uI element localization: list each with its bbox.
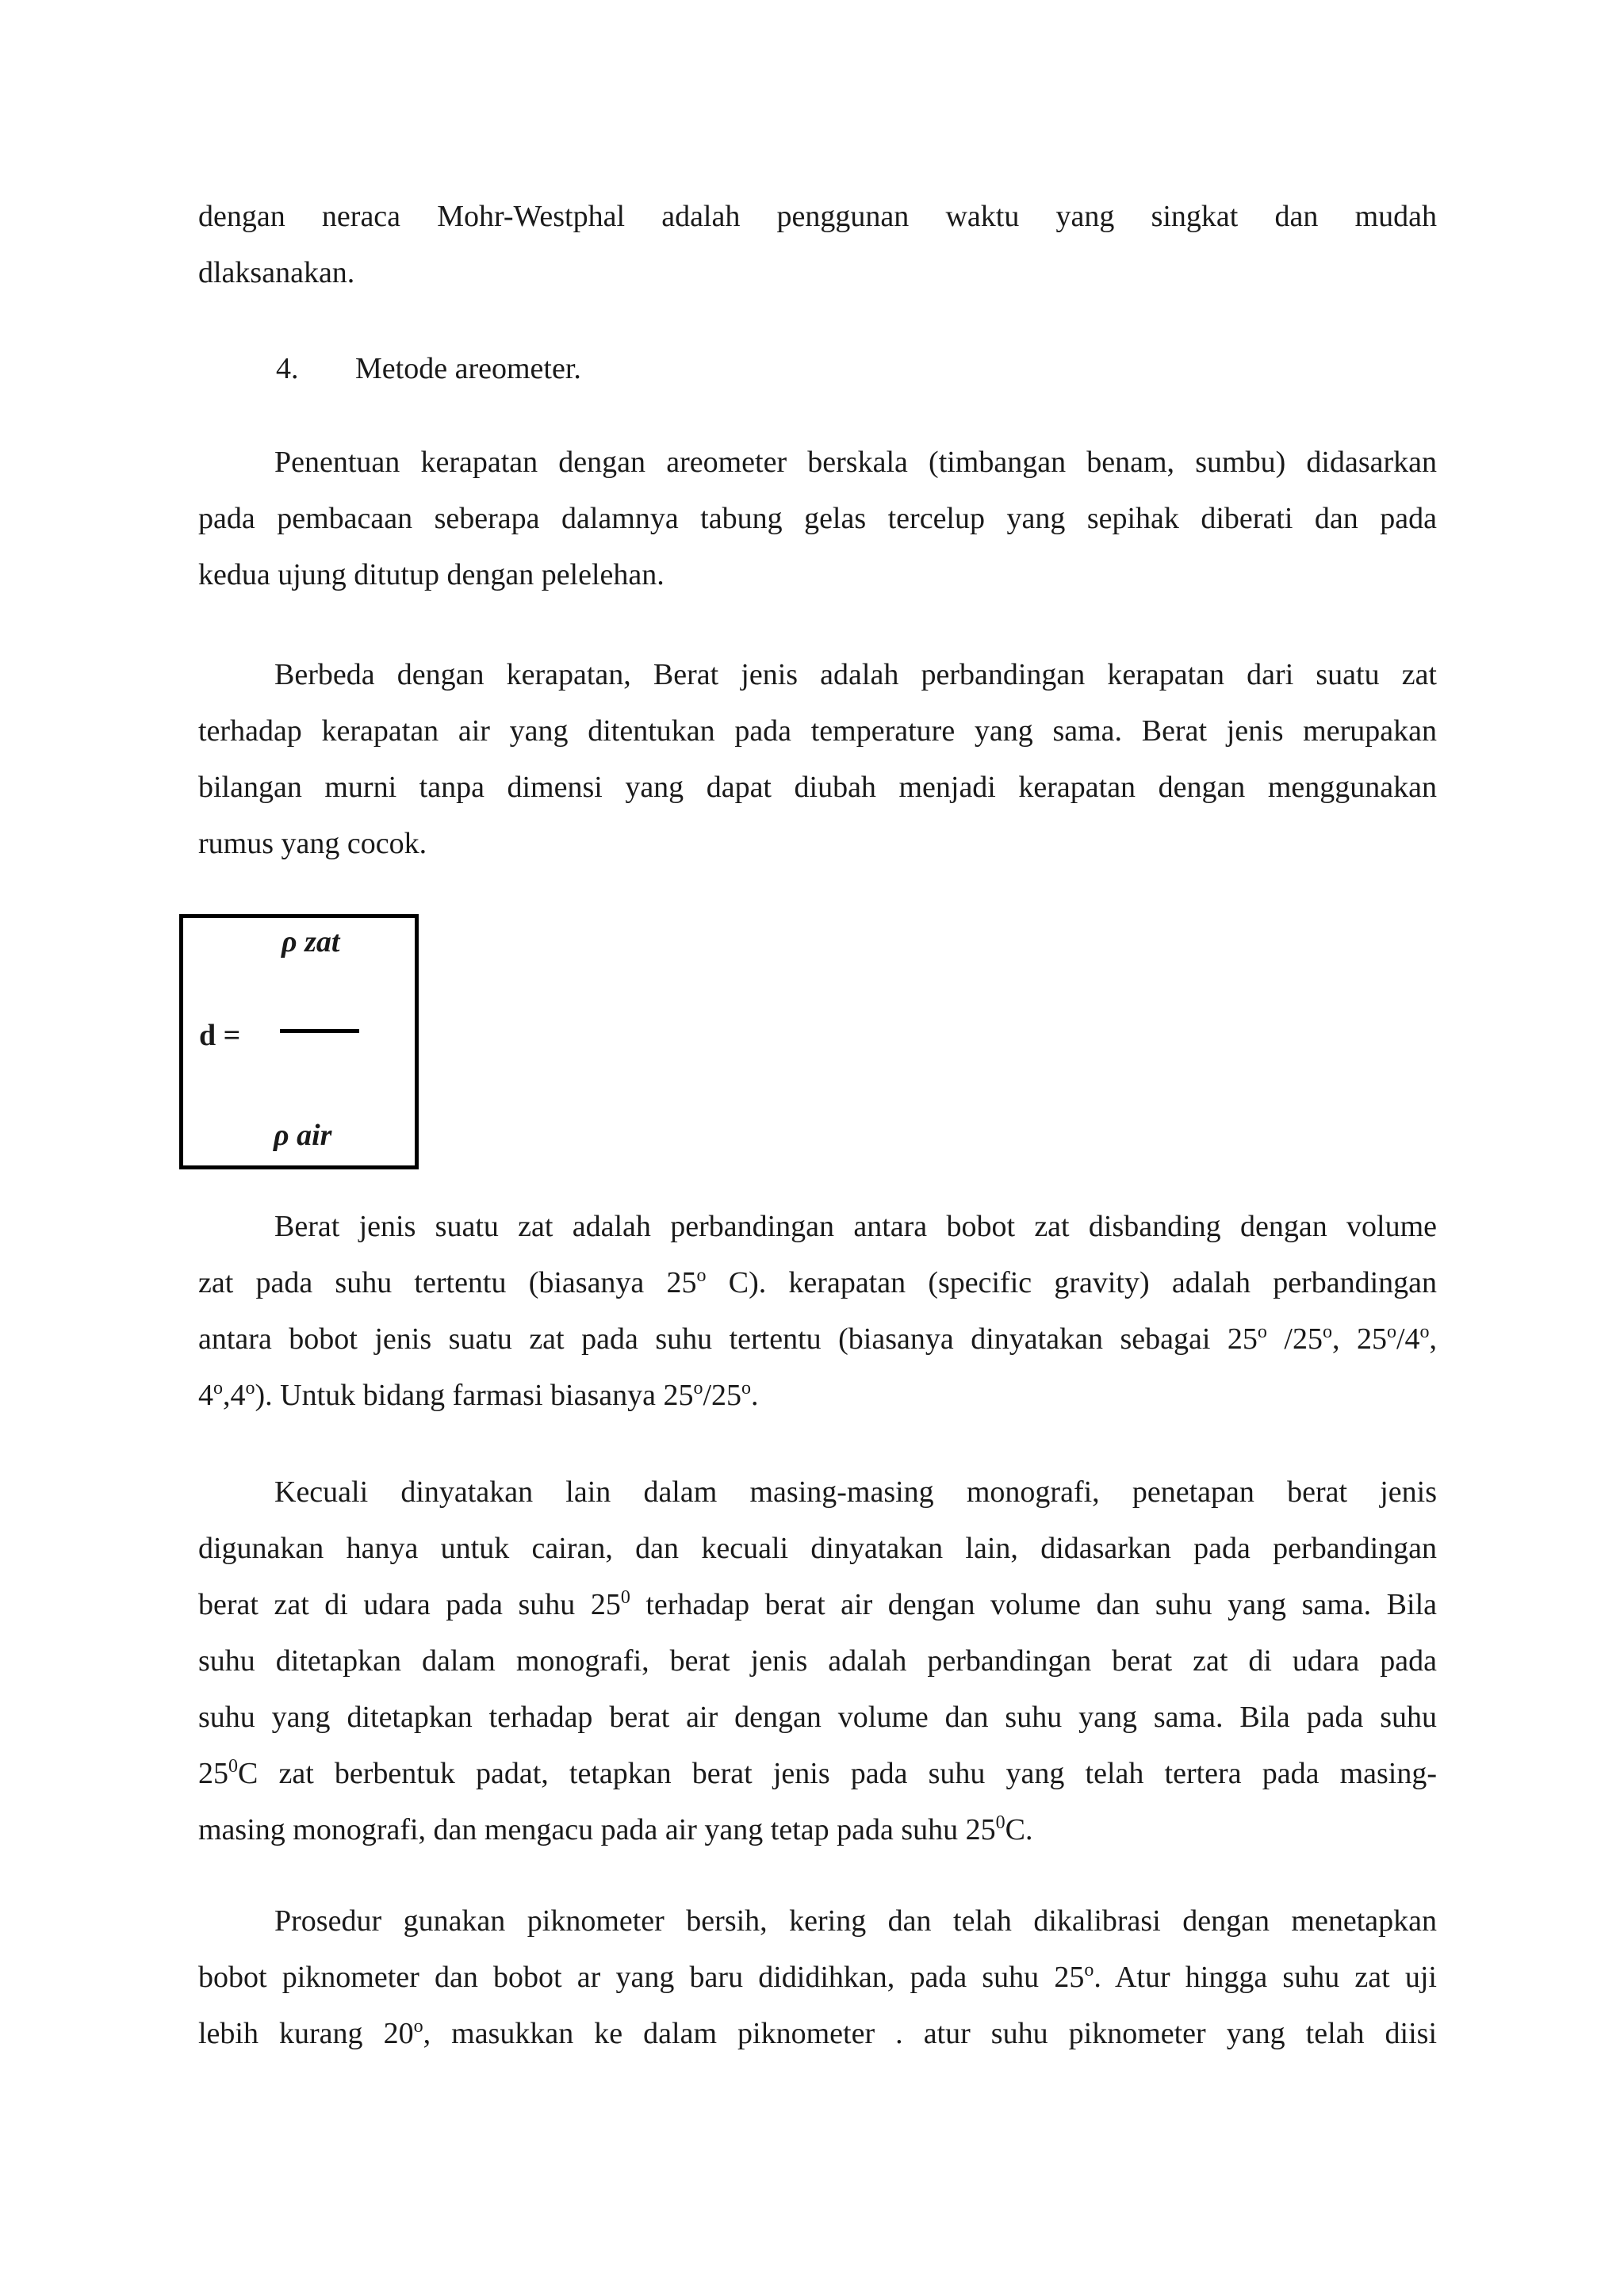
text-line: Berat jenis suatu zat adalah perbandingan antara bobot zat disbanding dengan volume (274, 1210, 1437, 1243)
text-line: 4$^o$,4$^o$). Untuk bidang farmasi biasanya 25$^o$/25$^o$. (198, 1378, 759, 1412)
paragraph-areometer (198, 434, 1437, 603)
text-line: Penentuan kerapatan dengan areometer berskala (timbangan benam, sumbu) didasarkan (274, 446, 1437, 479)
text-line: bobot piknometer dan bobot ar yang baru dididihkan, pada suhu 25$^o$. Atur hingga suhu zat uji (198, 1960, 1437, 1994)
text-line: Prosedur gunakan piknometer bersih, kering dan telah dikalibrasi dengan menetapkan (274, 1904, 1437, 1938)
text-line: bilangan murni tanpa dimensi yang dapat diubah menjadi kerapatan dengan menggunakan (198, 771, 1437, 804)
formula-lhs: d = (199, 1019, 241, 1052)
text-line: rumus yang cocok. (198, 827, 427, 860)
text-line: terhadap kerapatan air yang ditentukan pada temperature yang sama. Berat jenis merupakan (198, 714, 1437, 748)
text-line: suhu ditetapkan dalam monografi, berat jenis adalah perbandingan berat zat di udara pada (198, 1644, 1437, 1678)
list-item-number: 4. (276, 352, 299, 385)
text-line: berat zat di udara pada suhu $25^0$ terhadap berat air dengan volume dan suhu yang sama. Bila (198, 1587, 1437, 1621)
text-line: pada pembacaan seberapa dalamnya tabung gelas tercelup yang sepihak diberati dan pada (198, 502, 1437, 535)
paragraph-prosedur (198, 1893, 1437, 2062)
text-line: zat pada suhu tertentu (biasanya 25$^o$ C). kerapatan (specific gravity) adalah perbandingan (198, 1265, 1438, 1299)
text-line: digunakan hanya untuk cairan, dan kecuali dinyatakan lain, didasarkan pada perbandingan (198, 1532, 1437, 1565)
text-line: Berbeda dengan kerapatan, Berat jenis adalah perbandingan kerapatan dari suatu zat (274, 658, 1437, 691)
formula-numerator: ρ zat (282, 925, 340, 959)
paragraph-berat-jenis (198, 647, 1437, 872)
formula-box (179, 914, 419, 1169)
paragraph-monografi (198, 1464, 1437, 1858)
paragraph-continuation (198, 189, 1437, 301)
text-line: lebih kurang 20$^o$, masukkan ke dalam piknometer . atur suhu piknometer yang telah diisi (198, 2016, 1437, 2050)
text-line: kedua ujung ditutup dengan pelelehan. (198, 558, 665, 591)
text-line: suhu yang ditetapkan terhadap berat air dengan volume dan suhu yang sama. Bila pada suhu (198, 1701, 1437, 1734)
text-line: masing monografi, dan mengacu pada air yang tetap pada suhu $25^0C$. (198, 1812, 1033, 1846)
formula-denominator: ρ air (274, 1119, 332, 1152)
list-item-text: Metode areometer. (355, 352, 581, 385)
text-line: $25^0C$ zat berbentuk padat, tetapkan berat jenis pada suhu yang telah tertera pada masing- (198, 1756, 1437, 1790)
paragraph-specific-gravity (198, 1199, 1437, 1424)
text-line: dengan neraca Mohr-Westphal adalah penggunan waktu yang singkat dan mudah (198, 200, 1437, 233)
list-item-heading (276, 341, 581, 397)
text-line: Kecuali dinyatakan lain dalam masing-masing monografi, penetapan berat jenis (274, 1475, 1437, 1509)
text-line: dlaksanakan. (198, 256, 355, 289)
text-line: antara bobot jenis suatu zat pada suhu tertentu (biasanya dinyatakan sebagai 25$^o$ /25$^o$, 25$^o$/4$^o$, (198, 1322, 1438, 1356)
fraction-line (280, 1029, 359, 1033)
